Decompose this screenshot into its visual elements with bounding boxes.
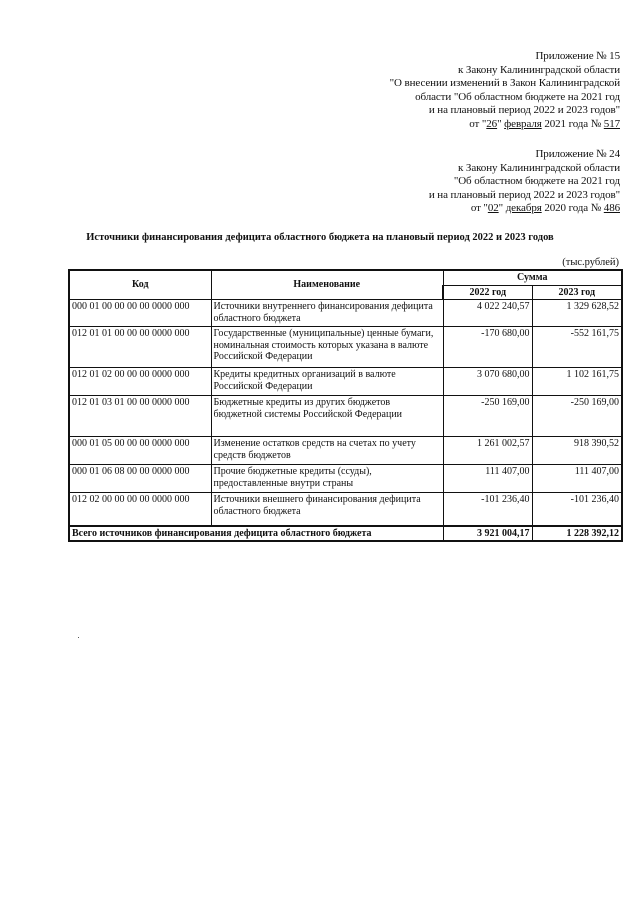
law-number: 486 [603, 202, 620, 214]
row-name: Бюджетные кредиты из других бюджетов бюджетной системы Российской Федерации [211, 396, 443, 437]
row-2023: 1 102 161,75 [532, 368, 622, 396]
date-day: 26 [486, 117, 498, 130]
row-code: 000 01 05 00 00 00 0000 000 [69, 437, 211, 465]
table-row [69, 327, 622, 368]
row-code: 000 01 06 08 00 00 0000 000 [69, 465, 211, 493]
appendix-line: области "Об областном бюджете на 2021 год [415, 90, 620, 103]
row-2022: -170 680,00 [443, 327, 532, 368]
header-2023: 2023 год [532, 285, 622, 300]
total-row [69, 526, 622, 542]
appendix-line: Приложение № 15 [535, 50, 620, 62]
row-2023: -250 169,00 [532, 396, 622, 437]
units-note: (тыс.рублей) [562, 257, 619, 268]
appendix-date: от "26" февраля 2021 года № 517 [469, 117, 620, 130]
appendix-24-header [429, 148, 620, 216]
row-2022: -101 236,40 [443, 493, 532, 526]
row-code: 012 01 02 00 00 00 0000 000 [69, 368, 211, 396]
table-row [69, 368, 622, 396]
row-code: 012 01 03 01 00 00 0000 000 [69, 396, 211, 437]
appendix-15-header [390, 50, 620, 131]
appendix-date: от "02" декабря 2020 года № 486 [470, 202, 620, 214]
appendix-line: и на плановый период 2022 и 2023 годов" [428, 188, 620, 201]
header-2022: 2022 год [443, 285, 532, 300]
row-name: Прочие бюджетные кредиты (ссуды), предоставленные внутри страны [211, 465, 443, 493]
row-2022: 4 022 240,57 [443, 300, 532, 327]
date-month: декабря [505, 202, 542, 214]
date-day: 02 [487, 202, 499, 214]
row-2023: -101 236,40 [532, 493, 622, 526]
date-month: февраля [504, 117, 542, 130]
row-2022: 1 261 002,57 [443, 437, 532, 465]
total-2023: 1 228 392,12 [532, 526, 622, 542]
appendix-line: "О внесении изменений в Закон Калининградской [389, 77, 620, 89]
row-name: Государственные (муниципальные) ценные бумаги, номинальная стоимость которых указана в валюте Российской Федерации [211, 327, 443, 368]
row-2022: 3 070 680,00 [443, 368, 532, 396]
row-name: Источники внутреннего финансирования дефицита областного бюджета [211, 300, 443, 327]
table-row [69, 396, 622, 437]
row-2023: 1 329 628,52 [532, 300, 622, 327]
row-code: 012 01 01 00 00 00 0000 000 [69, 327, 211, 368]
row-2023: 111 407,00 [532, 465, 622, 493]
row-2023: 918 390,52 [532, 437, 622, 465]
table-row [69, 437, 622, 465]
row-2023: -552 161,75 [532, 327, 622, 368]
table-row [69, 300, 622, 327]
row-name: Изменение остатков средств на счетах по учету средств бюджетов [211, 437, 443, 465]
total-label: Всего источников финансирования дефицита областного бюджета [69, 526, 443, 542]
appendix-line: к Закону Калининградской области [458, 63, 620, 76]
document-title: Источники финансирования дефицита областного бюджета на плановый период 2022 и 2023 годов [86, 232, 554, 243]
table-row [69, 493, 622, 526]
header-code: Код [69, 270, 211, 300]
budget-sources-table [68, 269, 623, 542]
row-code: 012 02 00 00 00 00 0000 000 [69, 493, 211, 526]
header-name: Наименование [211, 270, 443, 300]
total-2022: 3 921 004,17 [443, 526, 532, 542]
law-number: 517 [603, 117, 620, 130]
row-name: Источники внешнего финансирования дефицита областного бюджета [211, 493, 443, 526]
row-2022: 111 407,00 [443, 465, 532, 493]
header-sum: Сумма [443, 270, 622, 285]
appendix-line: к Закону Калининградской области [458, 161, 620, 174]
appendix-line: и на плановый период 2022 и 2023 годов" [428, 104, 620, 116]
row-2022: -250 169,00 [443, 396, 532, 437]
table-row [69, 465, 622, 493]
appendix-line: Приложение № 24 [535, 148, 620, 160]
row-name: Кредиты кредитных организаций в валюте Российской Федерации [211, 368, 443, 396]
scan-speck [78, 637, 79, 638]
appendix-line: "Об областном бюджете на 2021 год [453, 175, 620, 187]
row-code: 000 01 00 00 00 00 0000 000 [69, 300, 211, 327]
